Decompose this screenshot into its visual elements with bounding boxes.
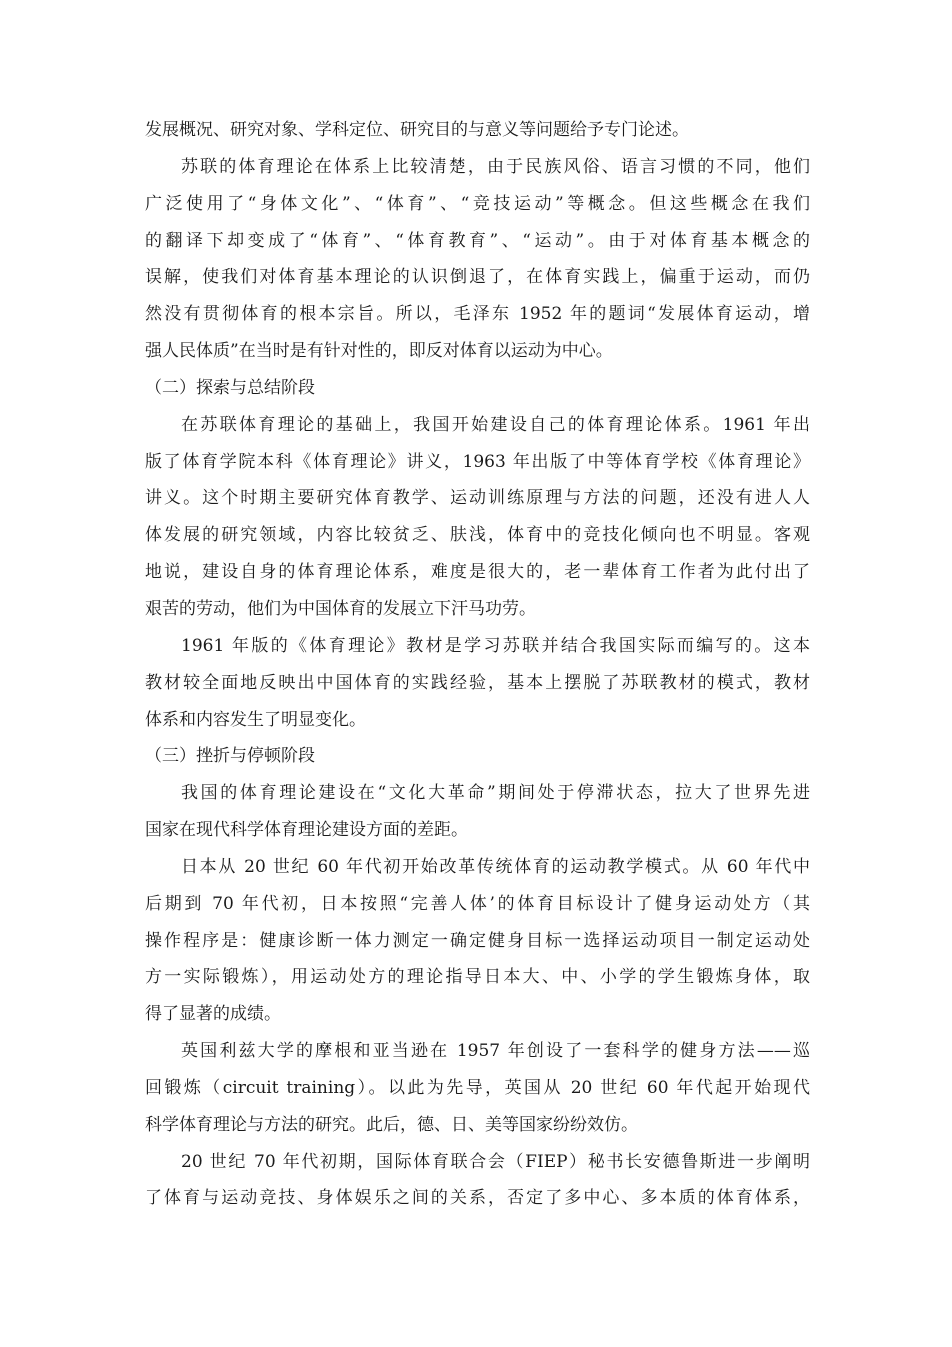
text-line: 讲义。这个时期主要研究体育教学、运动训练原理与方法的问题，还没有进人人 — [145, 488, 810, 509]
document-body — [145, 112, 810, 1217]
text-line: 误解，使我们对体育基本理论的认识倒退了，在体育实践上，偏重于运动，而仍 — [145, 267, 810, 288]
section-heading: （三）挫折与停顿阶段 — [145, 746, 315, 767]
text-line: 发展概况、研究对象、学科定位、研究目的与意义等问题给予专门论述。 — [145, 120, 689, 140]
text-line: 苏联的体育理论在体系上比较清楚，由于民族风俗、语言习惯的不同，他们 — [181, 156, 810, 177]
text-line: 的翻译下却变成了“体育”、“体育教育”、“运动”。由于对体育基本概念的 — [145, 230, 810, 251]
text-line: 体系和内容发生了明显变化。 — [145, 709, 366, 730]
text-line: 得了显著的成绩。 — [145, 1004, 281, 1025]
text-line: 艰苦的劳动，他们为中国体育的发展立下汗马功劳。 — [145, 598, 536, 619]
text-line: 操作程序是：健康诊断一体力测定一确定健身目标一选择运动项目一制定运动处 — [145, 930, 810, 951]
text-line: 版了体育学院本科《体育理论》讲义，1963 年出版了中等体育学校《体育理论》 — [145, 451, 810, 472]
text-line: 强人民体质”在当时是有针对性的，即反对体育以运动为中心。 — [145, 341, 613, 362]
section-heading: （二）探索与总结阶段 — [145, 377, 315, 398]
text-line: 科学体育理论与方法的研究。此后，德、日、美等国家纷纷效仿。 — [145, 1114, 638, 1135]
text-line: 了体育与运动竞技、身体娱乐之间的关系，否定了多中心、多本质的体育体系， — [145, 1188, 810, 1209]
text-line: 然没有贯彻体育的根本宗旨。所以，毛泽东 1952 年的题词“发展体育运动，增 — [145, 304, 810, 325]
text-line: 英国利兹大学的摩根和亚当逊在 1957 年创设了一套科学的健身方法——巡 — [181, 1041, 810, 1062]
text-line: 广泛使用了“身体文化”、“体育”、“竞技运动”等概念。但这些概念在我们 — [145, 193, 810, 214]
text-line: 方一实际锻炼），用运动处方的理论指导日本大、中、小学的学生锻炼身体，取 — [145, 967, 810, 988]
text-line: 我国的体育理论建设在“文化大革命”期间处于停滞状态，拉大了世界先进 — [181, 783, 810, 804]
text-line: 地说，建设自身的体育理论体系，难度是很大的，老一辈体育工作者为此付出了 — [145, 562, 810, 583]
text-line: 后期到 70 年代初，日本按照“完善人体’的体育目标设计了健身运动处方（其 — [145, 893, 810, 914]
text-line: 在苏联体育理论的基础上，我国开始建设自己的体育理论体系。1961 年出 — [181, 414, 810, 435]
text-line: 教材较全面地反映出中国体育的实践经验，基本上摆脱了苏联教材的模式，教材 — [145, 672, 810, 693]
text-line: 国家在现代科学体育理论建设方面的差距。 — [145, 820, 468, 841]
text-line: 日本从 20 世纪 60 年代初开始改革传统体育的运动教学模式。从 60 年代中 — [181, 856, 810, 877]
text-line: 回锻炼（circuit training）。以此为先导，英国从 20 世纪 60 年代起开始现代 — [145, 1077, 810, 1098]
text-line: 1961 年版的《体育理论》教材是学习苏联并结合我国实际而编写的。这本 — [181, 635, 810, 656]
text-line: 体发展的研究领域，内容比较贫乏、肤浅，体育中的竞技化倾向也不明显。客观 — [145, 525, 810, 546]
text-line: 20 世纪 70 年代初期，国际体育联合会（FIEP）秘书长安德鲁斯进一步阐明 — [181, 1151, 810, 1172]
